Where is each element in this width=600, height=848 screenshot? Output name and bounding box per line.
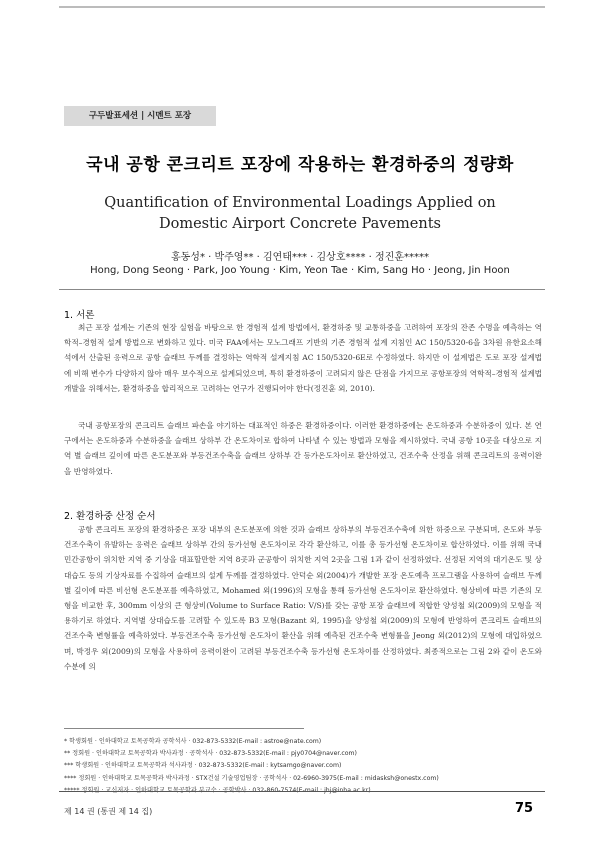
footnote-2: ** 정회원 · 인하대학교 토목공학과 박사과정 · 공학석사 · 032-873-5332(E-mail : pjy0704@naver.com): [64, 750, 357, 758]
title-english-line-1: Quantification of Environmental Loadings Applied on: [104, 195, 496, 211]
authors-korean: 홍동성* · 박주영** · 김연태*** · 김상호**** · 정진훈*****: [170, 252, 430, 263]
page-number: 75: [515, 801, 534, 816]
volume-label: 제 14 권 (통권 제 14 집): [64, 807, 153, 816]
footnote-4: **** 정회원 · 인하대학교 토목공학과 박사과정 · STX건설 기술영업팀장 · 공학석사 · 02-6960-3975(E-mail : midasksh@onestx.com): [64, 774, 439, 782]
footnote-3: *** 학생회원 · 인하대학교 토목공학과 석사과정 · 032-873-5332(E-mail : kytsamgo@naver.com): [64, 762, 342, 770]
footnote-divider: [64, 728, 304, 729]
section-heading-procedure: 2. 환경하중 산정 순서: [64, 511, 156, 522]
footer-divider: [59, 791, 545, 792]
session-tag: 구두발표세션 | 시멘트 포장: [64, 106, 216, 126]
title-korean: 국내 공항 콘크리트 포장에 작용하는 환경하중의 정량화: [86, 155, 514, 175]
intro-paragraph-2: 국내 공항포장의 콘크리트 슬래브 파손을 야기하는 대표적인 하중은 환경하중이다. 이러한 환경하중에는 온도하중과 수분하중이 있다. 본 연구에서는 온도하중과 수분하중을 슬래브 상하부 간 온도차이로 합하여 나타낼 수 있는 방법과 모형을 제시하였다. 국내 공항 10곳을 대상으로 지역 별 슬래브 깊이에 따른 온도분포와 부등건조수축을 슬래브 상하부 간 등가온도차이로 환산하였고, 건조수축 산정을 위해 콘크리트의 응력이완을 반영하였다.: [64, 421, 542, 476]
authors-english: Hong, Dong Seong · Park, Joo Young · Kim, Yeon Tae · Kim, Sang Ho · Jeong, Jin Hoon: [90, 265, 510, 276]
top-rule: [59, 6, 545, 8]
footnote-1: * 학생회원 · 인하대학교 토목공학과 공학석사 · 032-873-5332(E-mail : astroe@nate.com): [64, 738, 322, 745]
footnotes: [64, 736, 542, 797]
title-english: [0, 193, 600, 235]
section-heading-introduction: 1. 서론: [64, 310, 95, 321]
intro-paragraph-1: 최근 포장 설계는 기존의 현장 실험을 바탕으로 한 경험적 설계 방법에서, 환경하중 및 교통하중을 고려하여 포장의 잔존 수명을 예측하는 역학적–경험적 설계 방법으로 변화하고 있다. 미국 FAA에서는 모노그래프 기반의 기존 경험적 설계 지침인 AC 150/5320-6을 3차원 유한요소해석에서 산출된 응력으로 공항 슬래브 두께를 결정하는 역학적 설계지침 AC 150/5320-6E로 수정하였다. 하지만 이 설계법은 도로 포장 설계법에 비해 변수가 다양하지 않아 매우 보수적으로 설계되었으며, 특히 환경하중이 고려되지 않은 단점을 가지므로 공항포장의 역학적–경험적 설계법 개발을 위해서는, 환경하중을 합리적으로 고려하는 연구가 진행되어야 한다(정진훈 외, 2010).: [64, 323, 542, 393]
title-english-line-2: Domestic Airport Concrete Pavements: [158, 216, 441, 232]
author-divider: [59, 289, 545, 290]
procedure-paragraph-1: 공항 콘크리트 포장의 환경하중은 포장 내부의 온도분포에 의한 것과 슬래브 상하부의 부등건조수축에 의한 하중으로 구분되며, 온도와 부등건조수축이 유발하는 응력은 슬래브 상하부 간의 등가선형 온도차이로 각각 환산하고, 이를 총 등가선형 온도차이로 합산하였다. 이를 위해 국내 민간공항이 위치한 지역 중 기상을 대표할만한 지역 8곳과 군공항이 위치한 지역 2곳을 그림 1과 같이 선정하였다. 선정된 지역의 대기온도 및 상대습도 등의 기상자료를 수집하여 슬래브의 설계 두께를 결정하였다. 안덕순 외(2004)가 개발한 포장 온도예측 프로그램을 사용하여 슬래브 두께별 깊이에 따른 비선형 온도분포를 예측하였고, Mohamed 외(1996)의 모형을 통해 등가선형 온도차이로 환산하였다. 형상비에 따른 기존의 모형을 비교한 후, 300mm 이상의 큰 형상비(Volume to Surface Ratio: V/S)를 갖는 공항 포장 슬래브에 적합한 양성철 외(2009)의 모형을 적용하기로 하였다. 지역별 상대습도를 고려할 수 있도록 B3 모형(Bazant 외, 1995)을 양성철 외(2009)의 모형에 반영하여 콘크리트 슬래브의 건조수축 변형률을 예측하였다. 부등건조수축 등가선형 온도차이 환산을 위해 예측된 건조수축 변형률을 Jeong 외(2012)의 모형에 대입하였으며, 박정우 외(2009)의 모형을 사용하여 응력이완이 고려된 부등건조수축 등가선형 온도차이를 산정하였다. 최종적으로는 그림 2와 같이 온도와 수분에 의: [64, 525, 542, 671]
